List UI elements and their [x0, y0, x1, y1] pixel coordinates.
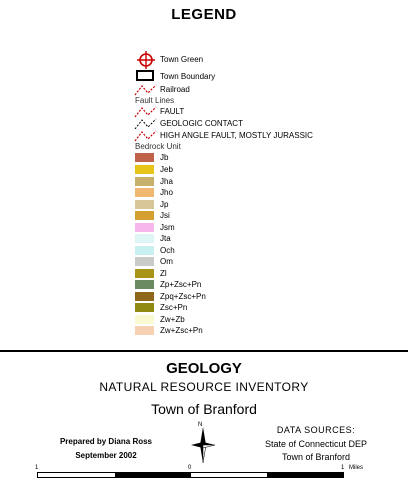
- town-boundary-icon: [136, 70, 154, 81]
- bedrock-label-jb: Jb: [160, 153, 169, 162]
- bedrock-swatch-zsc-pn: [135, 303, 154, 312]
- scale-bar-segment: [267, 473, 343, 477]
- bedrock-swatch-zw-zsc-pn: [135, 326, 154, 335]
- bedrock-swatch-zw-zb: [135, 315, 154, 324]
- bedrock-swatch-jsi: [135, 211, 154, 220]
- railroad-icon: [134, 83, 158, 95]
- prepared-date: September 2002: [75, 451, 137, 460]
- scale-label-zero: 0: [188, 465, 192, 471]
- north-label: N: [198, 422, 203, 428]
- bedrock-label-zpq-zsc-pn: Zpq+Zsc+Pn: [160, 292, 206, 301]
- high-angle-fault-line-icon: [134, 129, 158, 141]
- bedrock-swatch-om: [135, 257, 154, 266]
- high-angle-fault-label: HIGH ANGLE FAULT, MOSTLY JURASSIC: [160, 131, 313, 140]
- bedrock-label-zl: Zl: [160, 269, 167, 278]
- fault-line-icon: [134, 105, 158, 117]
- bedrock-label-jha: Jha: [160, 177, 173, 186]
- town-green-label: Town Green: [160, 55, 204, 64]
- bedrock-label-om: Om: [160, 257, 173, 266]
- bedrock-swatch-zpq-zsc-pn: [135, 292, 154, 301]
- bedrock-label-jta: Jta: [160, 234, 171, 243]
- bedrock-swatch-jta: [135, 234, 154, 243]
- data-source-dep: State of Connecticut DEP: [264, 439, 368, 449]
- section-divider: [0, 350, 408, 352]
- bedrock-label-jsm: Jsm: [160, 223, 175, 232]
- legend-title: LEGEND: [171, 6, 237, 23]
- bedrock-label-jsi: Jsi: [160, 211, 170, 220]
- bedrock-label-jeb: Jeb: [160, 165, 173, 174]
- bedrock-label-och: Och: [160, 246, 175, 255]
- bedrock-label-jho: Jho: [160, 188, 173, 197]
- scale-bar-segment: [191, 473, 267, 477]
- scale-label-right: 1: [341, 465, 345, 471]
- fault-lines-heading: Fault Lines: [135, 96, 175, 105]
- scale-bar: [37, 472, 344, 478]
- scale-bar-segment: [38, 473, 115, 477]
- bedrock-label-zsc-pn: Zsc+Pn: [160, 303, 188, 312]
- town-green-icon: [137, 51, 155, 69]
- map-subtitle: NATURAL RESOURCE INVENTORY: [99, 380, 309, 394]
- scale-bar-segment: [115, 473, 191, 477]
- north-arrow-icon: [188, 423, 218, 467]
- data-sources-heading: DATA SOURCES:: [276, 425, 356, 435]
- bedrock-label-zw-zb: Zw+Zb: [160, 315, 185, 324]
- bedrock-unit-heading: Bedrock Unit: [135, 142, 181, 151]
- town-boundary-label: Town Boundary: [160, 72, 216, 81]
- geologic-contact-label: GEOLOGIC CONTACT: [160, 119, 243, 128]
- bedrock-swatch-zp-zsc-pn: [135, 280, 154, 289]
- map-title: GEOLOGY: [166, 360, 242, 377]
- scale-unit-label: Miles: [349, 465, 364, 471]
- bedrock-label-zw-zsc-pn: Zw+Zsc+Pn: [160, 326, 203, 335]
- bedrock-swatch-och: [135, 246, 154, 255]
- bedrock-swatch-jp: [135, 200, 154, 209]
- geologic-contact-line-icon: [134, 117, 158, 129]
- bedrock-swatch-jb: [135, 153, 154, 162]
- railroad-label: Railroad: [160, 85, 190, 94]
- bedrock-swatch-jeb: [135, 165, 154, 174]
- bedrock-swatch-zl: [135, 269, 154, 278]
- fault-label: FAULT: [160, 107, 185, 116]
- town-name: Town of Branford: [151, 401, 257, 417]
- bedrock-swatch-jha: [135, 177, 154, 186]
- scale-label-left: 1: [35, 465, 39, 471]
- data-source-town: Town of Branford: [281, 452, 351, 462]
- bedrock-label-jp: Jp: [160, 200, 169, 209]
- bedrock-swatch-jsm: [135, 223, 154, 232]
- bedrock-swatch-jho: [135, 188, 154, 197]
- bedrock-label-zp-zsc-pn: Zp+Zsc+Pn: [160, 280, 202, 289]
- prepared-by: Prepared by Diana Ross: [59, 437, 153, 446]
